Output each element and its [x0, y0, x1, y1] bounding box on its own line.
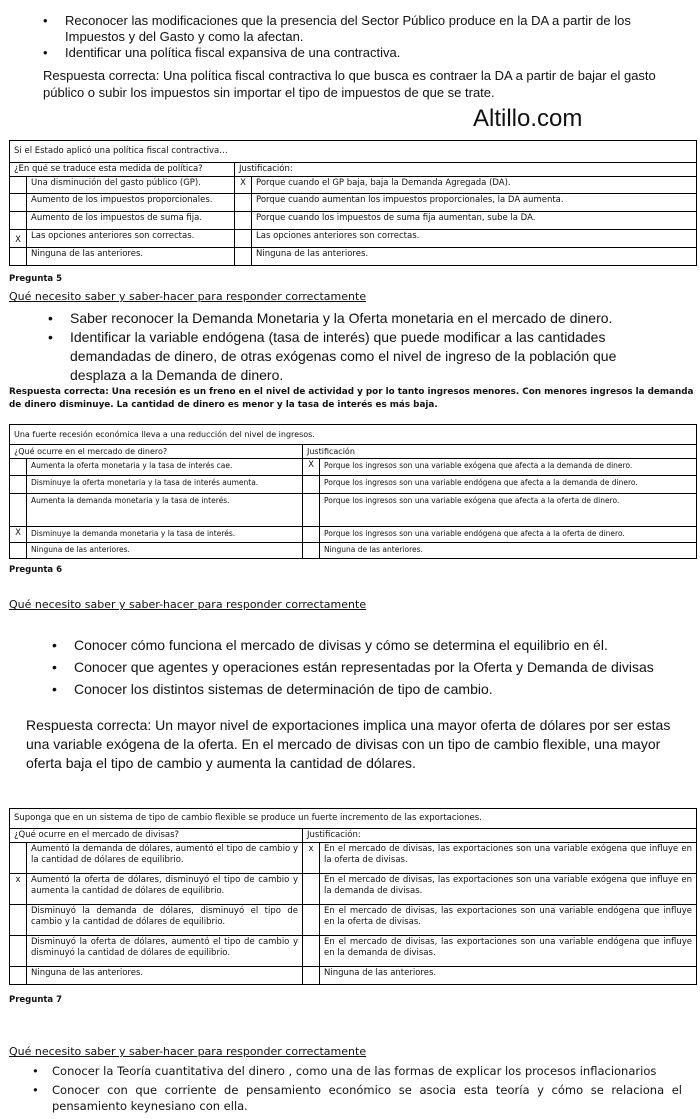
column-header-question: ¿Qué ocurre en el mercado de dinero?	[10, 445, 303, 459]
table-row: Ninguna de las anteriores. Ninguna de las anteriores.	[10, 543, 697, 559]
table-row: Aumenta la demanda monetaria y la tasa de interés. Porque los ingresos son una variable exógena que afecta a la oferta de dinero.	[10, 494, 697, 527]
table-row: Disminuye la oferta monetaria y la tasa de interés aumenta. Porque los ingresos son una variable endógena que afecta a la demanda de dinero.	[10, 476, 697, 494]
table-title: Suponga que en un sistema de tipo de cambio flexible se produce un fuerte incremento de las exportaciones.	[10, 809, 697, 829]
list-item: • Reconocer las modificaciones que la presencia del Sector Público produce en la DA a partir de los Impuestos y del Gasto y como la afectan.	[43, 13, 631, 44]
list-item: • Conocer los distintos sistemas de determinación de tipo de cambio.	[52, 681, 493, 697]
question-label: Pregunta 5	[9, 274, 63, 284]
table-row: Aumento de los impuestos proporcionales. Porque cuando aumentan los impuestos proporcionales, la DA aumenta.	[10, 194, 697, 212]
column-header-justification: Justificación:	[235, 163, 697, 177]
table-title: Si el Estado aplicó una política fiscal contractiva…	[10, 141, 697, 163]
table-row: Disminuyó la demanda de dólares, disminuyó el tipo de cambio y la cantidad de dólares de equilibrio. En el mercado de divisas, las exportaciones son una variable endógena que influye en la oferta de divisas.	[10, 905, 697, 936]
list-item: • Identificar la variable endógena (tasa de interés) que puede modificar a las cantidades demandadas de dinero, de otras exógenas como el nivel de ingreso de la población que desplaza a la Demanda de dinero.	[48, 329, 617, 383]
question-label: Pregunta 6	[9, 565, 63, 575]
q6-answer: Respuesta correcta: Un mayor nivel de exportaciones implica una mayor oferta de dólares por ser estas una variable exógena de la oferta. En el mercado de divisas con un tipo de cambio flexible, una mayor oferta baja el tipo de cambio y aumenta la cantidad de dólares.	[26, 717, 671, 771]
table-fiscal-policy	[9, 140, 697, 266]
table-row: Disminuyó la oferta de dólares, aumentó el tipo de cambio y disminuyó la cantidad de dólares de equilibrio. En el mercado de divisas, las exportaciones son una variable endógena que influye en la demanda de divisas.	[10, 936, 697, 967]
section-heading: Qué necesito saber y saber-hacer para responder correctamente	[9, 1045, 367, 1058]
column-header-question: ¿En qué se traduce esta medida de política?	[10, 163, 235, 177]
list-item: • Saber reconocer la Demanda Monetaria y la Oferta monetaria en el mercado de dinero.	[48, 310, 613, 326]
table-row: Ninguna de las anteriores. Ninguna de las anteriores.	[10, 248, 697, 266]
list-item: • Identificar una política fiscal expansiva de una contractiva.	[43, 45, 401, 60]
section-heading: Qué necesito saber y saber-hacer para responder correctamente	[9, 290, 367, 303]
q5-bullets	[48, 309, 670, 385]
table-title: Una fuerte recesión económica lleva a una reducción del nivel de ingresos.	[10, 425, 697, 445]
column-header-question: ¿Qué ocurre en el mercado de divisas?	[10, 829, 303, 843]
table-row: X Disminuye la demanda monetaria y la tasa de interés. Porque los ingresos son una variable endógena que afecta a la oferta de dinero.	[10, 527, 697, 543]
column-header-justification: Justificación:	[303, 829, 697, 843]
list-item: • Conocer cómo funciona el mercado de divisas y cómo se determina el equilibrio en él.	[52, 637, 608, 653]
table-row: X Las opciones anteriores son correctas. Las opciones anteriores son correctas.	[10, 230, 697, 248]
table-money-market	[9, 424, 697, 559]
table-row: Aumenta la oferta monetaria y la tasa de interés cae. X Porque los ingresos son una variable exógena que afecta a la demanda de dinero.	[10, 459, 697, 476]
table-row: Ninguna de las anteriores. Ninguna de las anteriores.	[10, 967, 697, 985]
q6-bullets	[52, 636, 664, 699]
watermark: Altillo.com	[473, 105, 583, 132]
list-item: • Conocer que agentes y operaciones están representadas por la Oferta y Demanda de divisas	[52, 659, 654, 675]
table-row: Aumentó la demanda de dólares, aumentó el tipo de cambio y la cantidad de dólares de equilibrio. x En el mercado de divisas, las exportaciones son una variable exógena que influye en la oferta de divisas.	[10, 843, 697, 874]
q5-answer: Respuesta correcta: Una recesión es un freno en el nivel de actividad y por lo tanto ingresos menores. Con menores ingresos la demanda de dinero disminuye. La cantidad de dinero es menor y la tasa de interés es más baja.	[9, 387, 694, 410]
list-item: • Conocer la Teoría cuantitativa del dinero , como una de las formas de explicar los procesos inflacionarios	[32, 1064, 657, 1078]
list-item: • Conocer con que corriente de pensamiento económico se asocia esta teoría y cómo se relaciona el pensamiento keynesiano con ella.	[32, 1083, 682, 1113]
table-row: Una disminución del gasto público (GP). X Porque cuando el GP baja, baja la Demanda Agregada (DA).	[10, 177, 697, 194]
table-forex-market	[9, 808, 697, 985]
table-row: Aumento de los impuestos de suma fija. Porque cuando los impuestos de suma fija aumentan, sube la DA.	[10, 212, 697, 230]
top-bullets	[43, 13, 685, 61]
section-heading: Qué necesito saber y saber-hacer para responder correctamente	[9, 598, 367, 611]
column-header-justification: Justificación	[303, 445, 697, 459]
question-label: Pregunta 7	[9, 995, 63, 1005]
table-row: x Aumentó la oferta de dólares, disminuyó el tipo de cambio y aumenta la cantidad de dólares de equilibrio. En el mercado de divisas, las exportaciones son una variable exógena que influye en la demanda de divisas.	[10, 874, 697, 905]
q7-bullets	[32, 1063, 682, 1114]
top-answer: Respuesta correcta: Una política fiscal contractiva lo que busca es contraer la DA a partir de bajar el gasto público o subir los impuestos sin importar el tipo de impuestos de que se trate.	[43, 68, 656, 100]
